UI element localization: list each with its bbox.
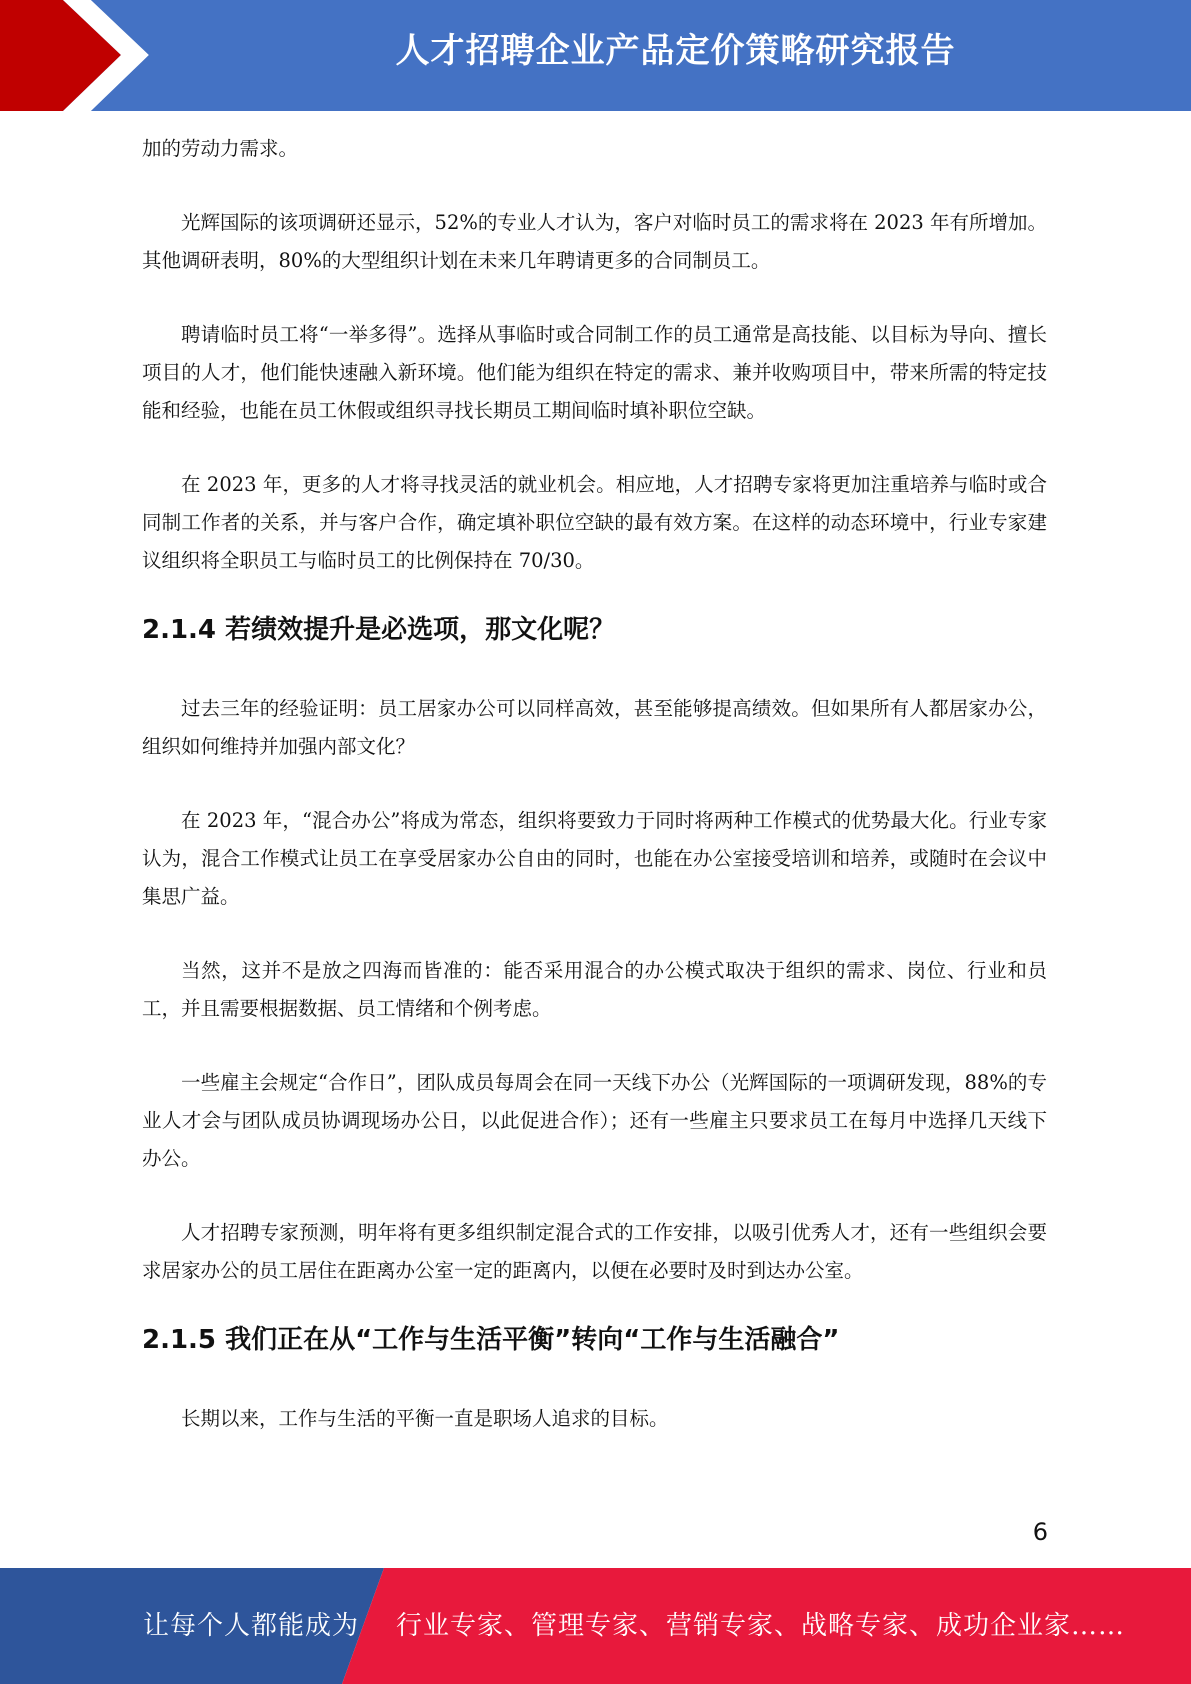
footer-slogan-left: 让每个人都能成为 — [143, 1611, 360, 1641]
paragraph: 聘请临时员工将“一举多得”。选择从事临时或合同制工作的员工通常是高技能、以目标为导向、擅长项目的人才，他们能快速融入新环境。他们能为组织在特定的需求、兼并收购项目中，带来所需的特定技能和经验，也能在员工休假或组织寻找长期员工期间临时填补职位空缺。 — [142, 323, 1047, 422]
section-heading-2-1-4: 2.1.4 若绩效提升是必选项，那文化呢？ — [142, 615, 616, 645]
footer-slogan-right: 行业专家、管理专家、营销专家、战略专家、成功企业家…… — [396, 1611, 1126, 1641]
paragraph: 在 2023 年，更多的人才将寻找灵活的就业机会。相应地，人才招聘专家将更加注重培养与临时或合同制工作者的关系，并与客户合作，确定填补职位空缺的最有效方案。在这样的动态环境中，行业专家建议组织将全职员工与临时员工的比例保持在 70/30。 — [142, 473, 1047, 572]
paragraph: 加的劳动力需求。 — [142, 137, 299, 160]
footer-banner — [0, 1568, 1191, 1684]
paragraph: 一些雇主会规定“合作日”，团队成员每周会在同一天线下办公（光辉国际的一项调研发现，88%的专业人才会与团队成员协调现场办公日，以此促进合作）；还有一些雇主只要求员工在每月中选择几天线下办公。 — [142, 1071, 1047, 1170]
paragraph: 人才招聘专家预测，明年将有更多组织制定混合式的工作安排，以吸引优秀人才，还有一些组织会要求居家办公的员工居住在距离办公室一定的距离内，以便在必要时及时到达办公室。 — [142, 1221, 1047, 1282]
header-banner — [0, 0, 1191, 111]
page-number: 6 — [1032, 1518, 1048, 1546]
section-heading-2-1-5: 2.1.5 我们正在从“工作与生活平衡”转向“工作与生活融合” — [142, 1325, 840, 1355]
paragraph: 长期以来，工作与生活的平衡一直是职场人追求的目标。 — [181, 1407, 669, 1430]
document-body — [142, 130, 1047, 1474]
paragraph: 当然，这并不是放之四海而皆准的：能否采用混合的办公模式取决于组织的需求、岗位、行业和员工，并且需要根据数据、员工情绪和个例考虑。 — [142, 959, 1047, 1020]
paragraph: 过去三年的经验证明：员工居家办公可以同样高效，甚至能够提高绩效。但如果所有人都居家办公，组织如何维持并加强内部文化？ — [142, 697, 1047, 758]
paragraph: 光辉国际的该项调研还显示，52%的专业人才认为，客户对临时员工的需求将在 2023 年有所增加。其他调研表明，80%的大型组织计划在未来几年聘请更多的合同制员工。 — [142, 211, 1047, 272]
report-title: 人才招聘企业产品定价策略研究报告 — [395, 31, 956, 71]
paragraph: 在 2023 年，“混合办公”将成为常态，组织将要致力于同时将两种工作模式的优势最大化。行业专家认为，混合工作模式让员工在享受居家办公自由的同时，也能在办公室接受培训和培养，或随时在会议中集思广益。 — [142, 809, 1047, 908]
